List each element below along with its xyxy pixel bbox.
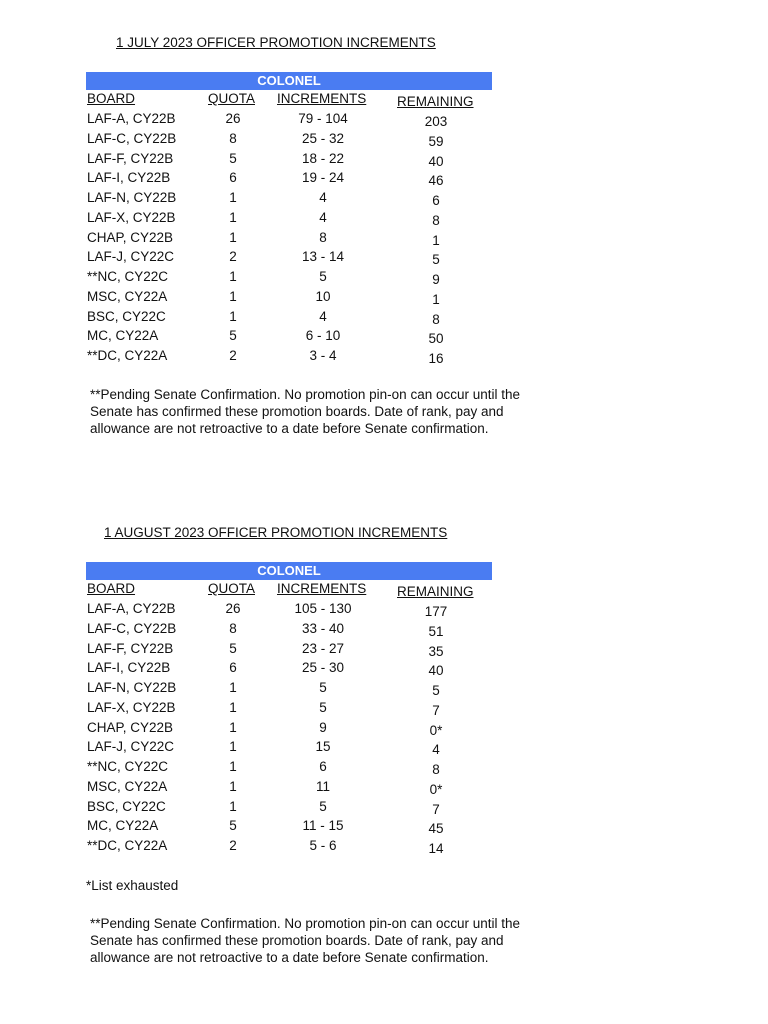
remaining-cell: 7	[432, 703, 440, 718]
increments-cell: 9	[319, 720, 327, 735]
quota-cell: 2	[229, 249, 237, 264]
remaining-cell: 35	[428, 644, 444, 659]
increments-cell: 79 - 104	[298, 111, 348, 126]
board-cell: LAF-X, CY22B	[87, 210, 176, 225]
senate-confirmation-note: **Pending Senate Confirmation. No promotion pin-on can occur until the Senate has confirmed these promotion boards. Date of rank, pay and allowance are not retroactive to a date before Senate confirmation.	[90, 916, 521, 965]
quota-cell: 1	[229, 720, 237, 735]
quota-cell: 5	[229, 641, 237, 656]
board-cell: LAF-A, CY22B	[87, 601, 176, 616]
increments-cell: 13 - 14	[301, 249, 345, 264]
increments-cell: 25 - 30	[301, 660, 345, 675]
remaining-cell: 203	[424, 114, 448, 129]
increments-cell: 18 - 22	[301, 151, 345, 166]
senate-confirmation-note: **Pending Senate Confirmation. No promotion pin-on can occur until the Senate has confirmed these promotion boards. Date of rank, pay and allowance are not retroactive to a date before Senate confirmation.	[90, 387, 521, 436]
remaining-cell: 8	[432, 762, 440, 777]
increments-cell: 6	[319, 759, 327, 774]
board-cell: **DC, CY22A	[87, 838, 168, 853]
quota-cell: 1	[229, 700, 237, 715]
column-header-remaining: REMAINING	[397, 94, 474, 109]
remaining-cell: 5	[432, 683, 440, 698]
board-cell: MC, CY22A	[87, 818, 159, 833]
board-cell: **NC, CY22C	[87, 269, 169, 284]
increments-cell: 3 - 4	[309, 348, 337, 363]
column-header-increments: INCREMENTS	[277, 91, 367, 106]
board-cell: CHAP, CY22B	[87, 720, 174, 735]
quota-cell: 8	[229, 131, 237, 146]
remaining-cell: 1	[432, 292, 440, 307]
remaining-cell: 14	[428, 841, 444, 856]
board-cell: LAF-J, CY22C	[87, 739, 175, 754]
quota-cell: 26	[225, 601, 241, 616]
board-cell: LAF-N, CY22B	[87, 190, 177, 205]
quota-cell: 6	[229, 660, 237, 675]
quota-cell: 1	[229, 779, 237, 794]
remaining-cell: 16	[428, 351, 444, 366]
column-header-board: BOARD	[87, 581, 136, 596]
remaining-cell: 5	[432, 252, 440, 267]
board-cell: LAF-X, CY22B	[87, 700, 176, 715]
remaining-cell: 51	[428, 624, 444, 639]
quota-cell: 1	[229, 309, 237, 324]
quota-cell: 1	[229, 759, 237, 774]
quota-cell: 5	[229, 328, 237, 343]
quota-cell: 2	[229, 838, 237, 853]
increments-cell: 15	[315, 739, 331, 754]
remaining-cell: 40	[428, 663, 444, 678]
column-header-quota: QUOTA	[208, 91, 255, 106]
remaining-cell: 9	[432, 272, 440, 287]
board-cell: LAF-I, CY22B	[87, 170, 171, 185]
quota-cell: 1	[229, 680, 237, 695]
increments-cell: 5	[319, 269, 327, 284]
board-cell: CHAP, CY22B	[87, 230, 174, 245]
board-cell: LAF-A, CY22B	[87, 111, 176, 126]
board-cell: LAF-F, CY22B	[87, 151, 174, 166]
increments-cell: 5	[319, 680, 327, 695]
increments-cell: 10	[315, 289, 331, 304]
increments-cell: 11 - 15	[302, 818, 344, 833]
quota-cell: 5	[229, 151, 237, 166]
column-header-increments: INCREMENTS	[277, 581, 367, 596]
remaining-cell: 40	[428, 154, 444, 169]
remaining-cell: 0*	[429, 723, 443, 738]
increments-cell: 5 - 6	[309, 838, 337, 853]
increments-cell: 4	[319, 210, 327, 225]
remaining-cell: 59	[428, 134, 444, 149]
remaining-cell: 7	[432, 802, 440, 817]
remaining-cell: 8	[432, 213, 440, 228]
quota-cell: 1	[229, 289, 237, 304]
quota-cell: 2	[229, 348, 237, 363]
remaining-cell: 0*	[429, 782, 443, 797]
increments-cell: 6 - 10	[305, 328, 341, 343]
quota-cell: 8	[229, 621, 237, 636]
board-cell: **NC, CY22C	[87, 759, 169, 774]
increments-cell: 5	[319, 700, 327, 715]
rank-header-band: COLONEL	[86, 562, 492, 580]
increments-cell: 4	[319, 309, 327, 324]
quota-cell: 1	[229, 190, 237, 205]
board-cell: LAF-C, CY22B	[87, 131, 177, 146]
rank-header-band: COLONEL	[86, 72, 492, 90]
quota-cell: 26	[225, 111, 241, 126]
quota-cell: 1	[229, 269, 237, 284]
remaining-cell: 46	[428, 173, 444, 188]
increments-cell: 11	[315, 779, 330, 794]
list-exhausted-note: *List exhausted	[86, 878, 179, 893]
increments-cell: 105 - 130	[294, 601, 352, 616]
quota-cell: 5	[229, 818, 237, 833]
board-cell: MC, CY22A	[87, 328, 159, 343]
board-cell: BSC, CY22C	[87, 309, 166, 324]
section-title: 1 JULY 2023 OFFICER PROMOTION INCREMENTS	[116, 35, 436, 50]
board-cell: LAF-C, CY22B	[87, 621, 177, 636]
board-cell: LAF-N, CY22B	[87, 680, 177, 695]
remaining-cell: 6	[432, 193, 440, 208]
quota-cell: 1	[229, 210, 237, 225]
quota-cell: 1	[229, 739, 237, 754]
increments-cell: 19 - 24	[301, 170, 345, 185]
increments-cell: 23 - 27	[301, 641, 345, 656]
section-title: 1 AUGUST 2023 OFFICER PROMOTION INCREMENTS	[104, 525, 448, 540]
increments-cell: 8	[319, 230, 327, 245]
increments-cell: 5	[319, 799, 327, 814]
remaining-cell: 1	[432, 233, 440, 248]
increments-cell: 33 - 40	[301, 621, 345, 636]
remaining-cell: 45	[428, 821, 444, 836]
board-cell: LAF-F, CY22B	[87, 641, 174, 656]
board-cell: MSC, CY22A	[87, 289, 168, 304]
board-cell: MSC, CY22A	[87, 779, 168, 794]
remaining-cell: 50	[428, 331, 444, 346]
quota-cell: 6	[229, 170, 237, 185]
increments-cell: 4	[319, 190, 327, 205]
board-cell: LAF-J, CY22C	[87, 249, 175, 264]
board-cell: **DC, CY22A	[87, 348, 168, 363]
column-header-remaining: REMAINING	[397, 584, 474, 599]
remaining-cell: 177	[424, 604, 448, 619]
quota-cell: 1	[229, 230, 237, 245]
column-header-quota: QUOTA	[208, 581, 255, 596]
remaining-cell: 4	[432, 742, 440, 757]
board-cell: LAF-I, CY22B	[87, 660, 171, 675]
board-cell: BSC, CY22C	[87, 799, 166, 814]
increments-cell: 25 - 32	[301, 131, 345, 146]
quota-cell: 1	[229, 799, 237, 814]
remaining-cell: 8	[432, 312, 440, 327]
column-header-board: BOARD	[87, 91, 136, 106]
